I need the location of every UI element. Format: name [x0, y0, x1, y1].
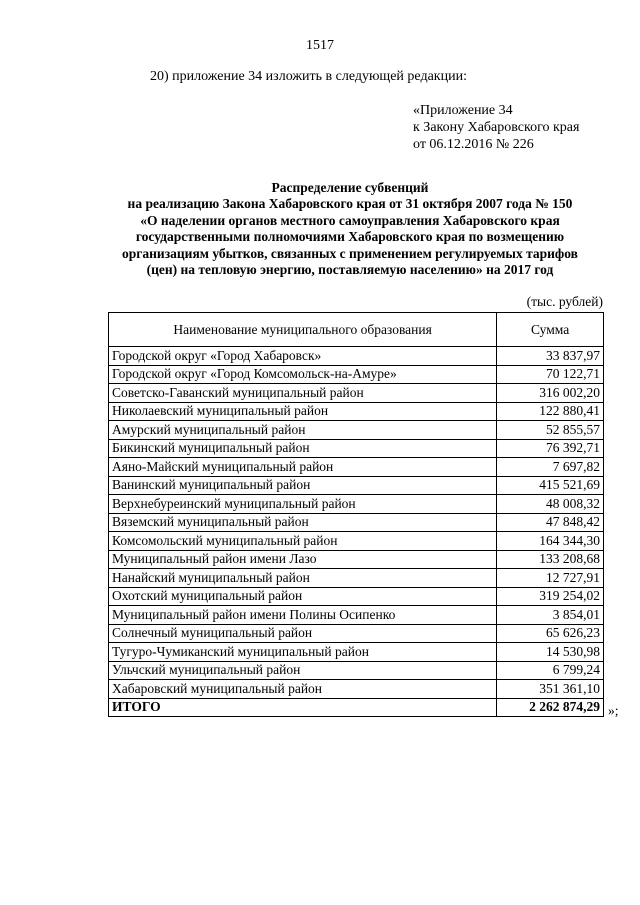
- table-row: [109, 439, 604, 458]
- title-line: на реализацию Закона Хабаровского края от 31 октября 2007 года № 150: [127, 196, 573, 212]
- row-name: Муниципальный район имени Лазо: [109, 550, 497, 569]
- row-sum: 65 626,23: [497, 624, 604, 643]
- row-name: Ванинский муниципальный район: [109, 476, 497, 495]
- row-name: Николаевский муниципальный район: [109, 402, 497, 421]
- subvention-table: [108, 312, 604, 717]
- total-sum: 2 262 874,29: [497, 698, 604, 717]
- row-sum: 122 880,41: [497, 402, 604, 421]
- row-name: Амурский муниципальный район: [109, 421, 497, 440]
- row-sum: 70 122,71: [497, 365, 604, 384]
- row-sum: 415 521,69: [497, 476, 604, 495]
- row-sum: 133 208,68: [497, 550, 604, 569]
- row-sum: 164 344,30: [497, 532, 604, 551]
- table-row: [109, 384, 604, 403]
- header-name: Наименование муниципального образования: [109, 313, 497, 347]
- page-number: 1517: [306, 38, 334, 53]
- appendix-reference: [413, 102, 579, 153]
- table-header-row: [109, 313, 604, 347]
- table-row: [109, 624, 604, 643]
- row-sum: 47 848,42: [497, 513, 604, 532]
- table-row: [109, 680, 604, 699]
- row-name: Охотский муниципальный район: [109, 587, 497, 606]
- appendix-line: «Приложение 34: [413, 103, 513, 118]
- row-name: Хабаровский муниципальный район: [109, 680, 497, 699]
- table-row: [109, 532, 604, 551]
- row-sum: 12 727,91: [497, 569, 604, 588]
- header-sum: Сумма: [497, 313, 604, 347]
- row-name: Городской округ «Город Хабаровск»: [109, 347, 497, 366]
- table-row: [109, 347, 604, 366]
- row-name: Советско-Гаванский муниципальный район: [109, 384, 497, 403]
- row-sum: 14 530,98: [497, 643, 604, 662]
- units-label: (тыс. рублей): [526, 294, 603, 309]
- table-body: [109, 347, 604, 717]
- title-line: организациям убытков, связанных с применением регулируемых тарифов: [122, 245, 578, 261]
- title-line: государственными полномочиями Хабаровского края по возмещению: [135, 229, 565, 245]
- row-sum: 3 854,01: [497, 606, 604, 625]
- row-sum: 48 008,32: [497, 495, 604, 514]
- row-sum: 76 392,71: [497, 439, 604, 458]
- row-name: Верхнебуреинский муниципальный район: [109, 495, 497, 514]
- table-row: [109, 513, 604, 532]
- row-name: Комсомольский муниципальный район: [109, 532, 497, 551]
- row-sum: 351 361,10: [497, 680, 604, 699]
- row-name: Солнечный муниципальный район: [109, 624, 497, 643]
- row-sum: 319 254,02: [497, 587, 604, 606]
- table-row: [109, 661, 604, 680]
- row-sum: 7 697,82: [497, 458, 604, 477]
- table-row: [109, 569, 604, 588]
- row-name: Муниципальный район имени Полины Осипенко: [109, 606, 497, 625]
- table-row: [109, 402, 604, 421]
- row-name: Вяземский муниципальный район: [109, 513, 497, 532]
- table-row: [109, 606, 604, 625]
- row-sum: 52 855,57: [497, 421, 604, 440]
- table-row: [109, 476, 604, 495]
- document-title: [95, 180, 605, 278]
- row-name: Тугуро-Чумиканский муниципальный район: [109, 643, 497, 662]
- table-row: [109, 495, 604, 514]
- total-label: ИТОГО: [109, 698, 497, 717]
- table-row: [109, 587, 604, 606]
- appendix-line: к Закону Хабаровского края: [413, 120, 580, 135]
- table-row: [109, 458, 604, 477]
- row-name: Ульчский муниципальный район: [109, 661, 497, 680]
- row-sum: 316 002,20: [497, 384, 604, 403]
- title-line: Распределение субвенций: [271, 180, 429, 195]
- title-line: (цен) на тепловую энергию, поставляемую населению» на 2017 год: [146, 262, 554, 278]
- appendix-line: от 06.12.2016 № 226: [413, 137, 534, 152]
- table-row: [109, 421, 604, 440]
- table-row: [109, 643, 604, 662]
- total-row: [109, 698, 604, 717]
- table-row: [109, 365, 604, 384]
- row-name: Нанайский муниципальный район: [109, 569, 497, 588]
- closing-quote: »;: [608, 703, 619, 718]
- intro-text: 20) приложение 34 изложить в следующей редакции:: [150, 69, 467, 84]
- title-line: «О наделении органов местного самоуправления Хабаровского края: [140, 212, 560, 228]
- table-row: [109, 550, 604, 569]
- row-name: Аяно-Майский муниципальный район: [109, 458, 497, 477]
- row-name: Бикинский муниципальный район: [109, 439, 497, 458]
- row-sum: 6 799,24: [497, 661, 604, 680]
- row-name: Городской округ «Город Комсомольск-на-Амуре»: [109, 365, 497, 384]
- row-sum: 33 837,97: [497, 347, 604, 366]
